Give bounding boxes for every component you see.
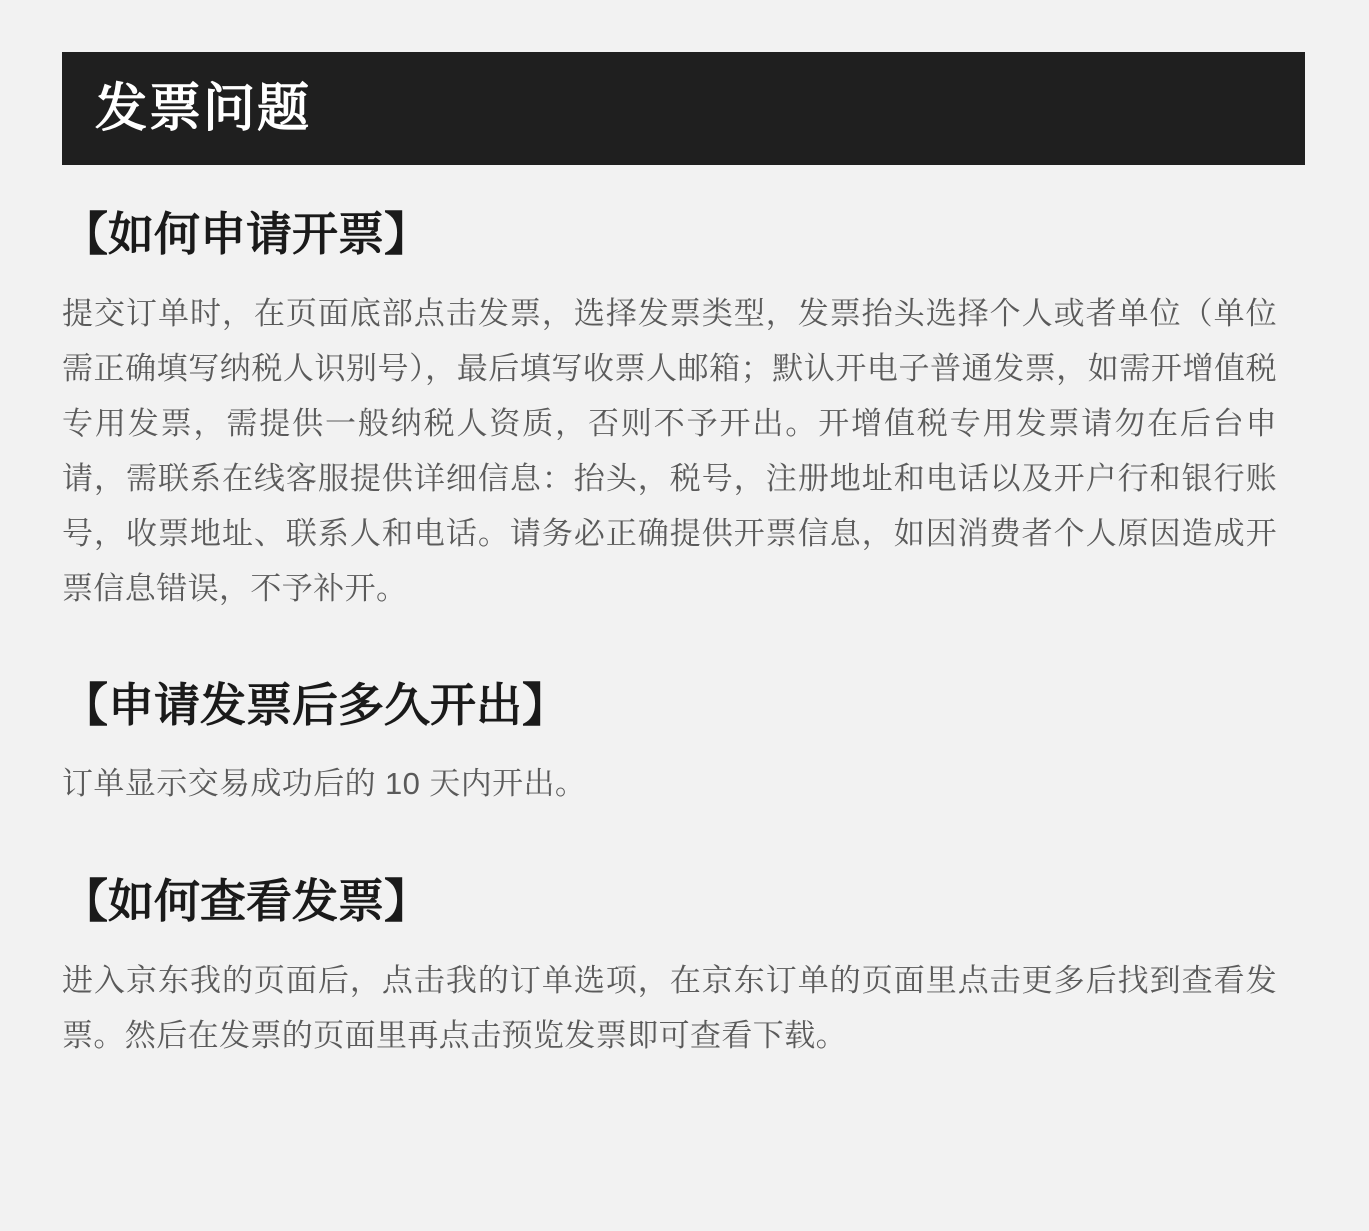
faq-section-body: 进入京东我的页面后，点击我的订单选项，在京东订单的页面里点击更多后找到查看发票。然后在发票的页面里再点击预览发票即可查看下载。 [62, 962, 1277, 1053]
faq-section-body: 订单显示交易成功后的 10 天内开出。 [62, 766, 587, 802]
faq-section-body: 提交订单时，在页面底部点击发票，选择发票类型，发票抬头选择个人或者单位（单位需正确填写纳税人识别号），最后填写收票人邮箱；默认开电子普通发票，如需开增值税专用发票，需提供一般纳税人资质，否则不予开出。开增值税专用发票请勿在后台申请，需联系在线客服提供详细信息：抬头，税号，注册地址和电话以及开户行和银行账号，收票地址、联系人和电话。请务必正确提供开票信息，如因消费者个人原因造成开票信息错误，不予补开。 [62, 295, 1277, 607]
faq-section-how-to-view [62, 873, 1292, 1063]
faq-section-heading: 【如何查看发票】 [62, 875, 430, 928]
page-title: 发票问题 [95, 79, 312, 138]
faq-section-heading: 【如何申请开票】 [62, 208, 430, 260]
faq-section-how-to-apply [62, 206, 1292, 617]
faq-section-heading: 【申请发票后多久开出】 [62, 678, 568, 731]
faq-content [62, 200, 1292, 1097]
page-header-banner [62, 52, 1305, 165]
faq-section-issue-time [62, 677, 1292, 812]
